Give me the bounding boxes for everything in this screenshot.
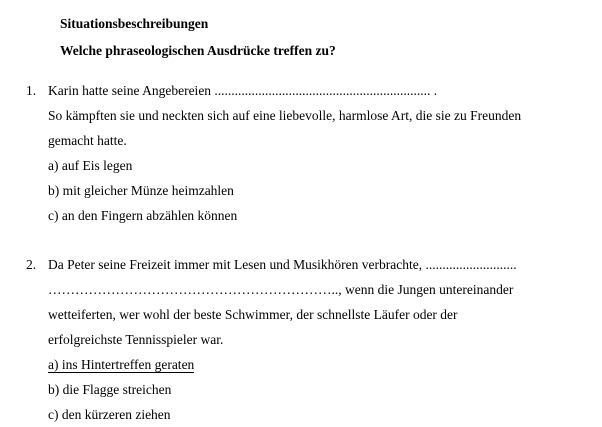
- exercise-option-label: b) mit gleicher Münze heimzahlen: [48, 183, 234, 198]
- exercise-option-label: b) die Flagge streichen: [48, 382, 172, 397]
- exercise-prompt-line: Da Peter seine Freizeit immer mit Lesen und Musikhören verbrachte, ...........................: [48, 257, 517, 272]
- exercise-item: [22, 252, 580, 427]
- exercise-option-label: c) an den Fingern abzählen können: [48, 208, 238, 223]
- exercise-prompt-line: Karin hatte seine Angebereien ................................................................ .: [48, 83, 438, 98]
- exercise-prompt-line: wetteiferten, wer wohl der beste Schwimmer, der schnellste Läufer oder der: [48, 307, 458, 322]
- exercise-item: [22, 78, 580, 228]
- exercise-body: [48, 78, 580, 228]
- exercise-option[interactable]: [48, 377, 580, 402]
- exercise-prompt-line: ……………………………………………………….., wenn die Jungen untereinander: [48, 282, 514, 297]
- exercise-body: [48, 252, 580, 427]
- exercise-option-label: c) den kürzeren ziehen: [48, 407, 171, 422]
- exercise-option[interactable]: [48, 203, 580, 228]
- section-spacer: [22, 228, 580, 238]
- exercise-option[interactable]: [48, 178, 580, 203]
- exercise-option[interactable]: [48, 153, 580, 178]
- exercise-prompt-line: erfolgreichste Tennisspieler war.: [48, 332, 224, 347]
- exercise-option[interactable]: [48, 352, 580, 377]
- exercise-number: 1.: [26, 83, 37, 98]
- exercise-option-label: a) ins Hintertreffen geraten: [48, 357, 195, 372]
- exercise-option-label: a) auf Eis legen: [48, 158, 133, 173]
- exercise-prompt-line: gemacht hatte.: [48, 133, 127, 148]
- exercise-number: 2.: [26, 257, 37, 272]
- exercise-prompt-line: So kämpften sie und neckten sich auf eine liebevolle, harmlose Art, die sie zu Freunden: [48, 108, 522, 123]
- exercise-option[interactable]: [48, 402, 580, 427]
- page-title: Situationsbeschreibungen: [60, 16, 209, 31]
- page-subtitle: Welche phraseologischen Ausdrücke treffen zu?: [60, 43, 336, 58]
